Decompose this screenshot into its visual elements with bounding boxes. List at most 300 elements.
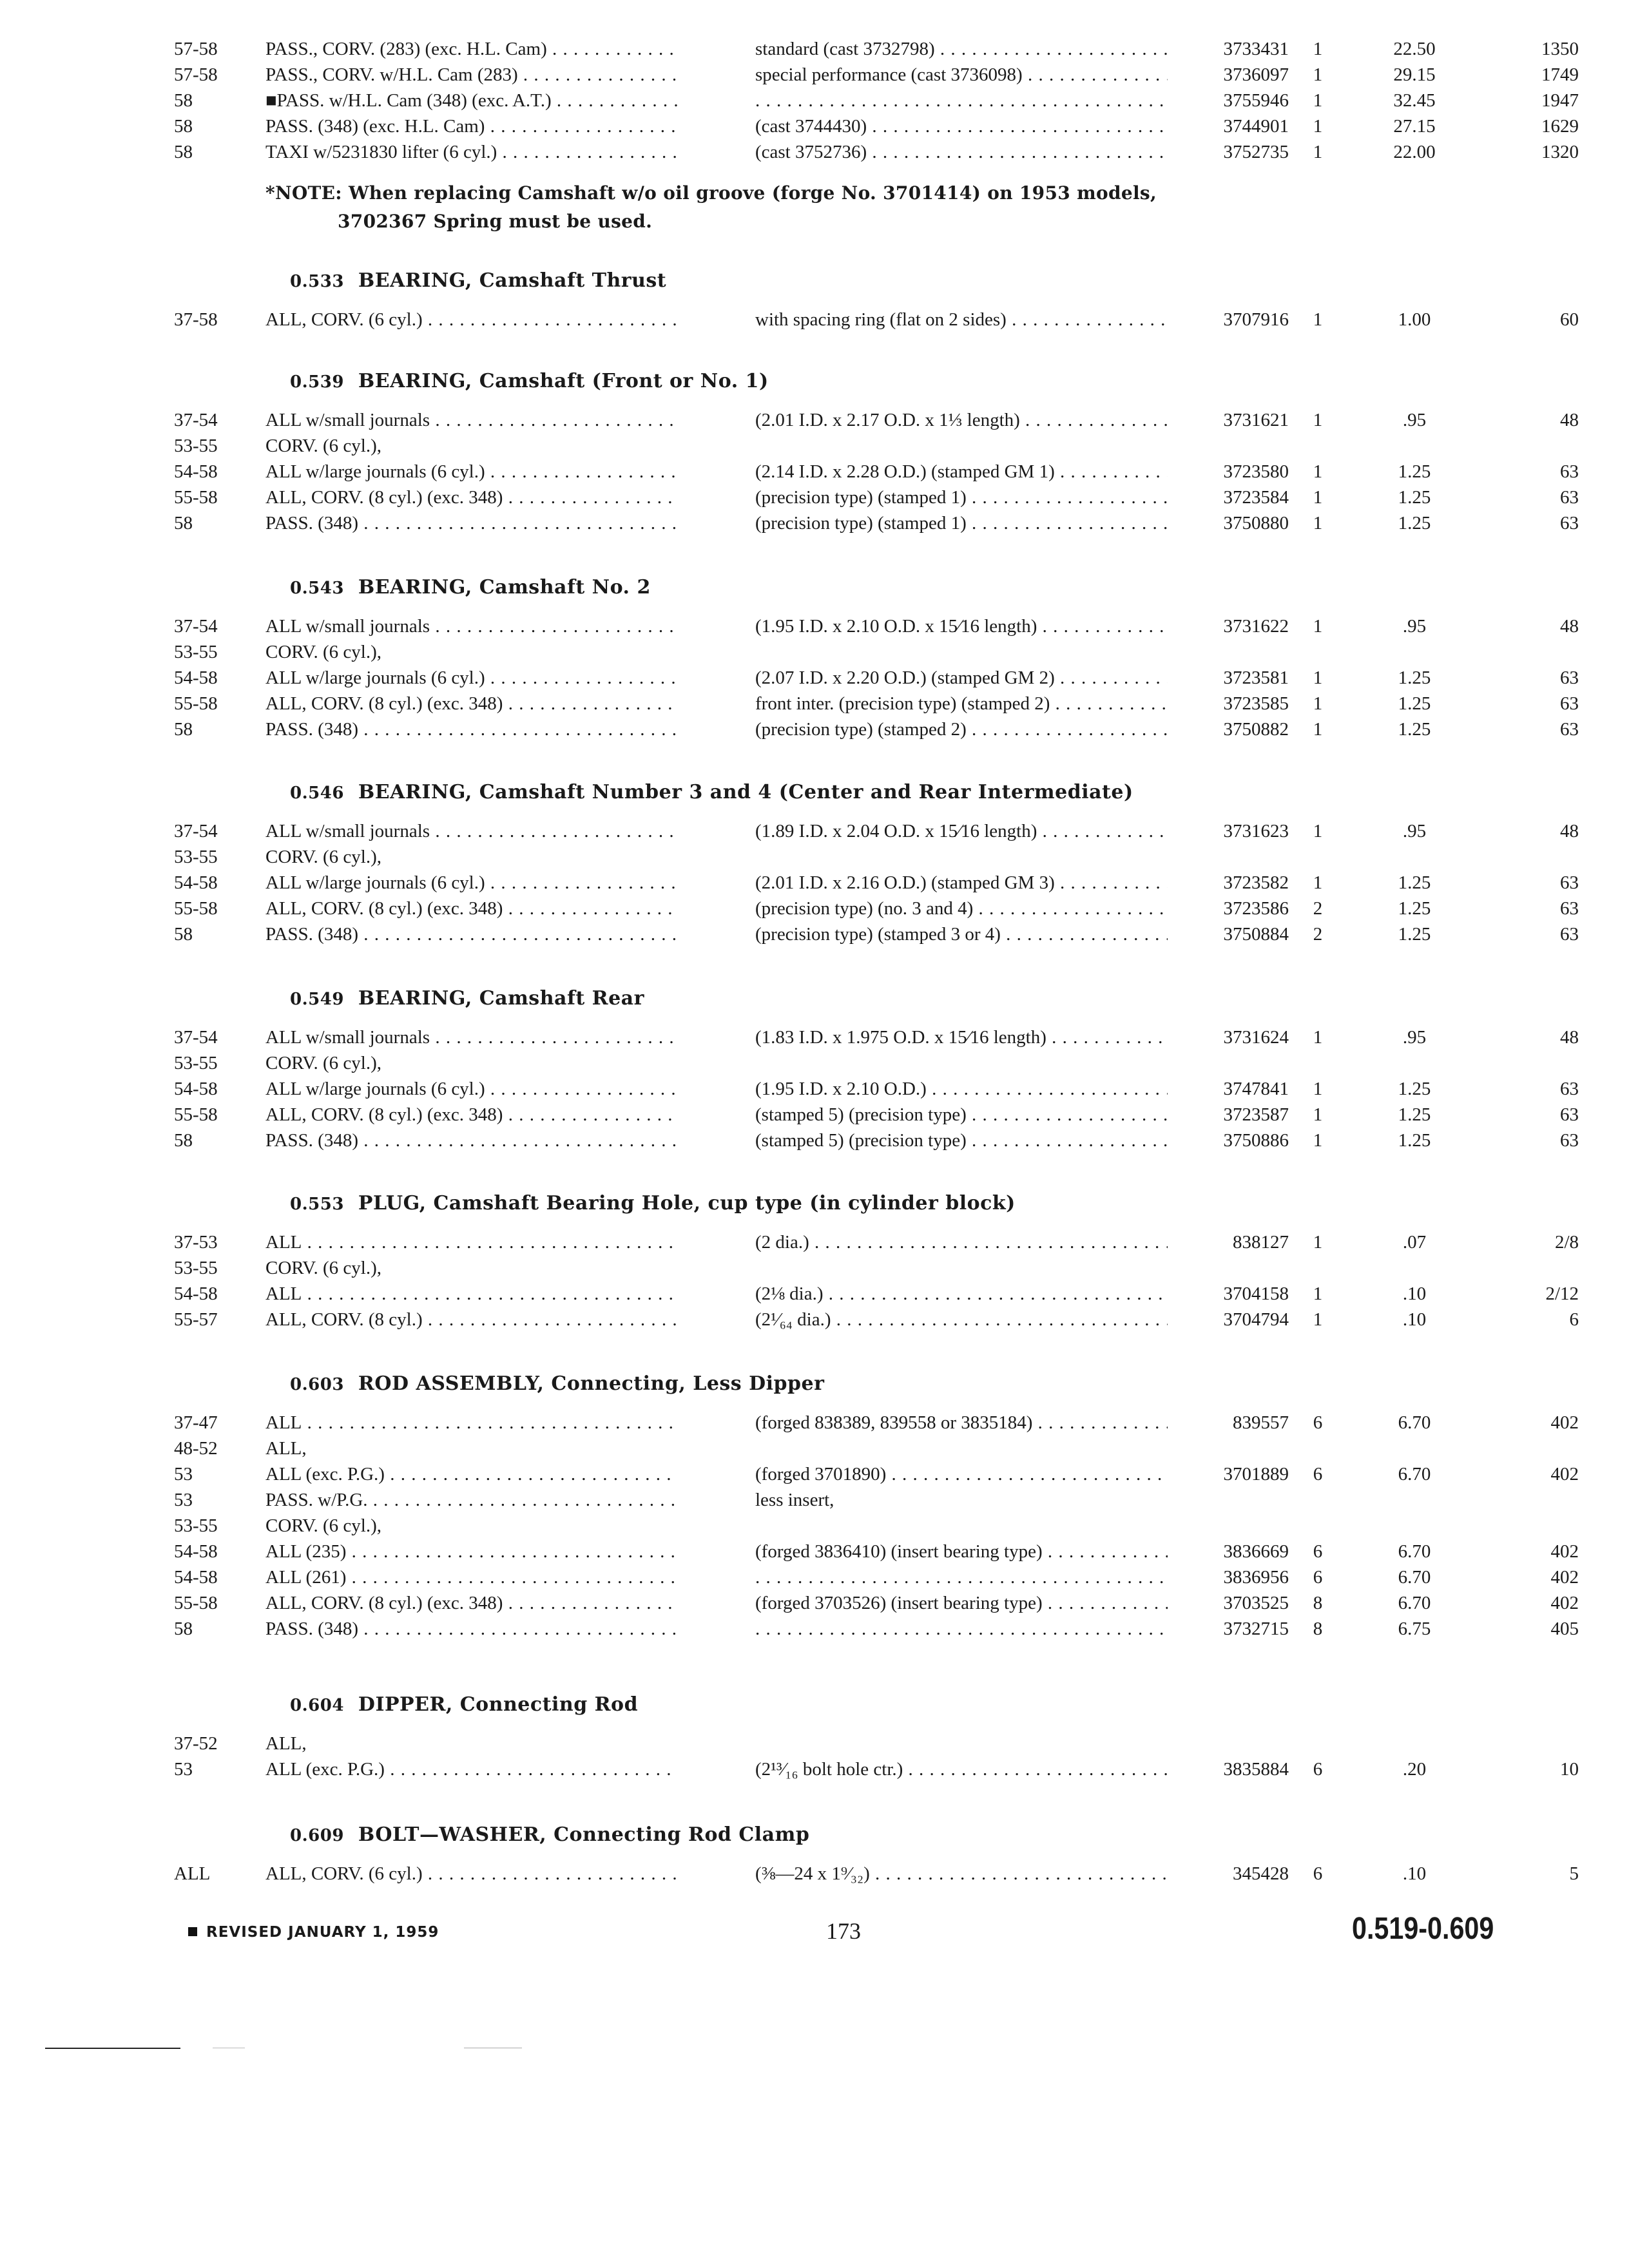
list-price: 1.00 xyxy=(1398,309,1431,330)
application: CORV. (6 cyl.), xyxy=(265,436,382,456)
model-years: 55-58 xyxy=(174,898,218,919)
parts-row xyxy=(0,1102,1629,1128)
parts-row xyxy=(0,639,1629,665)
model-years: 58 xyxy=(174,1130,193,1151)
section-heading xyxy=(290,1693,638,1716)
model-years: 53-55 xyxy=(174,1053,218,1073)
parts-row xyxy=(0,844,1629,870)
max-price: 63 xyxy=(1560,1130,1579,1151)
description: standard (cast 3732798) . . . xyxy=(755,36,1168,62)
application: ALL (261) . . . xyxy=(265,1564,678,1590)
list-price: 6.70 xyxy=(1398,1412,1431,1433)
max-price: 48 xyxy=(1560,616,1579,637)
max-price: 1947 xyxy=(1541,90,1579,111)
part-number: 3836669 xyxy=(1223,1541,1289,1562)
parts-row xyxy=(0,307,1629,332)
description: (1.83 I.D. x 1.975 O.D. x 15⁄16 length) . . . xyxy=(755,1024,1168,1050)
section-title: BEARING, Camshaft Number 3 and 4 (Center and Rear Intermediate) xyxy=(358,781,1133,803)
max-price: 63 xyxy=(1560,487,1579,508)
parts-row xyxy=(0,62,1629,88)
section-number: 0.553 xyxy=(290,1195,344,1214)
part-number: 3707916 xyxy=(1223,309,1289,330)
list-price: .95 xyxy=(1402,616,1427,637)
description: (2.07 I.D. x 2.20 O.D.) (stamped GM 2) . . . xyxy=(755,665,1168,691)
list-price: 1.25 xyxy=(1398,487,1431,508)
application: ALL, CORV. (8 cyl.) (exc. 348) . . . xyxy=(265,485,678,510)
parts-row xyxy=(0,510,1629,536)
part-number: 3701889 xyxy=(1223,1464,1289,1485)
application: ALL (exc. P.G.) . . . xyxy=(265,1756,678,1782)
application: ALL (235) . . . xyxy=(265,1539,678,1564)
model-years: 57-58 xyxy=(174,64,218,85)
application: CORV. (6 cyl.), xyxy=(265,1258,382,1278)
max-price: 48 xyxy=(1560,821,1579,841)
application: PASS., CORV. (283) (exc. H.L. Cam) . . . xyxy=(265,36,678,62)
max-price: 48 xyxy=(1560,410,1579,430)
application: ALL w/large journals (6 cyl.) . . . xyxy=(265,1076,678,1102)
description: (2.14 I.D. x 2.28 O.D.) (stamped GM 1) . . . xyxy=(755,459,1168,485)
application: CORV. (6 cyl.), xyxy=(265,642,382,662)
model-years: 53-55 xyxy=(174,847,218,867)
part-number: 3731624 xyxy=(1223,1027,1289,1048)
application: PASS. w/P.G. . . . xyxy=(265,1487,678,1513)
description: (1.89 I.D. x 2.04 O.D. x 15⁄16 length) . . . xyxy=(755,818,1168,844)
quantity: 1 xyxy=(1313,64,1323,85)
section-title: BEARING, Camshaft (Front or No. 1) xyxy=(358,370,769,392)
parts-row xyxy=(0,1590,1629,1616)
footer-page-number: 173 xyxy=(826,1918,861,1944)
section-number: 0.543 xyxy=(290,579,344,598)
quantity: 1 xyxy=(1313,719,1323,740)
quantity: 1 xyxy=(1313,309,1323,330)
description: less insert, xyxy=(755,1490,834,1510)
parts-row xyxy=(0,1307,1629,1332)
model-years: 37-54 xyxy=(174,821,218,841)
parts-row xyxy=(0,88,1629,113)
description: (1.95 I.D. x 2.10 O.D. x 15⁄16 length) . . . xyxy=(755,613,1168,639)
application: PASS. (348) . . . xyxy=(265,921,678,947)
parts-row xyxy=(0,1756,1629,1782)
application: ALL, CORV. (8 cyl.) (exc. 348) . . . xyxy=(265,896,678,921)
model-years: 54-58 xyxy=(174,872,218,893)
max-price: 63 xyxy=(1560,461,1579,482)
quantity: 1 xyxy=(1313,1027,1323,1048)
section-heading xyxy=(290,370,769,392)
part-number: 3703525 xyxy=(1223,1593,1289,1613)
section-heading xyxy=(290,1823,809,1846)
part-number: 3731622 xyxy=(1223,616,1289,637)
model-years: 54-58 xyxy=(174,461,218,482)
application: ALL . . . xyxy=(265,1281,678,1307)
description: (cast 3744430) . . . xyxy=(755,113,1168,139)
quantity: 1 xyxy=(1313,142,1323,162)
parts-row xyxy=(0,613,1629,639)
part-number: 3731623 xyxy=(1223,821,1289,841)
part-number: 3744901 xyxy=(1223,116,1289,137)
description: (forged 3703526) (insert bearing type) . . . xyxy=(755,1590,1168,1616)
application: ALL w/large journals (6 cyl.) . . . xyxy=(265,870,678,896)
parts-row xyxy=(0,1229,1629,1255)
section-title: ROD ASSEMBLY, Connecting, Less Dipper xyxy=(358,1372,825,1395)
model-years: 53-55 xyxy=(174,1515,218,1536)
list-price: 1.25 xyxy=(1398,872,1431,893)
list-price: 27.15 xyxy=(1393,116,1436,137)
revised-marker-icon xyxy=(188,1927,197,1936)
description: (stamped 5) (precision type) . . . xyxy=(755,1102,1168,1128)
parts-row xyxy=(0,1255,1629,1281)
section-number: 0.609 xyxy=(290,1826,344,1845)
parts-row xyxy=(0,433,1629,459)
note-line-1: *NOTE: When replacing Camshaft w/o oil groove (forge No. 3701414) on 1953 models, xyxy=(265,182,1157,204)
model-years: 37-54 xyxy=(174,1027,218,1048)
model-years: 58 xyxy=(174,90,193,111)
part-number: 3733431 xyxy=(1223,39,1289,59)
model-years: 54-58 xyxy=(174,1541,218,1562)
part-number: 3704794 xyxy=(1223,1309,1289,1330)
part-number: 3750884 xyxy=(1223,924,1289,945)
quantity: 6 xyxy=(1313,1464,1323,1485)
quantity: 1 xyxy=(1313,90,1323,111)
description: (2.01 I.D. x 2.16 O.D.) (stamped GM 3) . . . xyxy=(755,870,1168,896)
max-price: 405 xyxy=(1550,1619,1579,1639)
list-price: .07 xyxy=(1402,1232,1427,1253)
model-years: 37-58 xyxy=(174,309,218,330)
model-years: 53 xyxy=(174,1759,193,1780)
list-price: 6.70 xyxy=(1398,1567,1431,1588)
description: (2.01 I.D. x 2.17 O.D. x 1⅓ length) . . . xyxy=(755,407,1168,433)
application: ALL w/small journals . . . xyxy=(265,407,678,433)
application: ALL w/large journals (6 cyl.) . . . xyxy=(265,665,678,691)
model-years: 55-58 xyxy=(174,487,218,508)
max-price: 63 xyxy=(1560,924,1579,945)
model-years: 55-58 xyxy=(174,1104,218,1125)
section-title: BEARING, Camshaft Thrust xyxy=(358,269,667,292)
quantity: 1 xyxy=(1313,872,1323,893)
section-heading xyxy=(290,987,644,1010)
max-price: 402 xyxy=(1550,1593,1579,1613)
quantity: 1 xyxy=(1313,1309,1323,1330)
scan-artifact-line xyxy=(45,2048,180,2049)
max-price: 1629 xyxy=(1541,116,1579,137)
parts-row xyxy=(0,1436,1629,1461)
application: ALL, CORV. (8 cyl.) . . . xyxy=(265,1307,678,1332)
list-price: 1.25 xyxy=(1398,924,1431,945)
list-price: 1.25 xyxy=(1398,719,1431,740)
section-heading xyxy=(290,576,651,599)
application: ALL w/small journals . . . xyxy=(265,1024,678,1050)
description: (stamped 5) (precision type) . . . xyxy=(755,1128,1168,1153)
max-price: 63 xyxy=(1560,1079,1579,1099)
model-years: 58 xyxy=(174,924,193,945)
model-years: 37-53 xyxy=(174,1232,218,1253)
max-price: 63 xyxy=(1560,668,1579,688)
parts-row xyxy=(0,896,1629,921)
part-number: 839557 xyxy=(1233,1412,1289,1433)
part-number: 3723581 xyxy=(1223,668,1289,688)
quantity: 8 xyxy=(1313,1619,1323,1639)
quantity: 1 xyxy=(1313,821,1323,841)
model-years: 54-58 xyxy=(174,1283,218,1304)
application: ALL, CORV. (8 cyl.) (exc. 348) . . . xyxy=(265,1102,678,1128)
quantity: 1 xyxy=(1313,1130,1323,1151)
max-price: 6 xyxy=(1569,1309,1579,1330)
description xyxy=(755,1564,1168,1590)
model-years: 55-58 xyxy=(174,693,218,714)
max-price: 63 xyxy=(1560,872,1579,893)
parts-row xyxy=(0,1410,1629,1436)
list-price: .95 xyxy=(1402,1027,1427,1048)
parts-row xyxy=(0,485,1629,510)
application: PASS. (348) . . . xyxy=(265,1616,678,1642)
list-price: 1.25 xyxy=(1398,1079,1431,1099)
quantity: 6 xyxy=(1313,1541,1323,1562)
quantity: 1 xyxy=(1313,1079,1323,1099)
max-price: 2/12 xyxy=(1545,1283,1579,1304)
max-price: 1749 xyxy=(1541,64,1579,85)
model-years: 55-57 xyxy=(174,1309,218,1330)
application: ALL w/small journals . . . xyxy=(265,613,678,639)
max-price: 402 xyxy=(1550,1464,1579,1485)
max-price: 48 xyxy=(1560,1027,1579,1048)
description: (2⅛ dia.) . . . xyxy=(755,1281,1168,1307)
application: PASS. (348) . . . xyxy=(265,716,678,742)
description: (forged 3701890) . . . xyxy=(755,1461,1168,1487)
list-price: .10 xyxy=(1402,1309,1427,1330)
parts-row xyxy=(0,870,1629,896)
section-number: 0.549 xyxy=(290,990,344,1009)
list-price: .10 xyxy=(1402,1283,1427,1304)
list-price: 29.15 xyxy=(1393,64,1436,85)
section-title: BEARING, Camshaft Rear xyxy=(358,987,644,1010)
max-price: 402 xyxy=(1550,1567,1579,1588)
parts-row xyxy=(0,1076,1629,1102)
model-years: 37-47 xyxy=(174,1412,218,1433)
section-heading xyxy=(290,781,1133,803)
parts-row xyxy=(0,1461,1629,1487)
model-years: 53 xyxy=(174,1490,193,1510)
section-number: 0.603 xyxy=(290,1375,344,1394)
max-price: 2/8 xyxy=(1554,1232,1579,1253)
list-price: .10 xyxy=(1402,1863,1427,1884)
description: (2 dia.) . . . xyxy=(755,1229,1168,1255)
quantity: 6 xyxy=(1313,1412,1323,1433)
model-years: 53-55 xyxy=(174,1258,218,1278)
model-years: 57-58 xyxy=(174,39,218,59)
parts-row xyxy=(0,818,1629,844)
model-years: 54-58 xyxy=(174,1567,218,1588)
application: CORV. (6 cyl.), xyxy=(265,1053,382,1073)
part-number: 3723584 xyxy=(1223,487,1289,508)
quantity: 1 xyxy=(1313,410,1323,430)
max-price: 402 xyxy=(1550,1541,1579,1562)
application: ALL w/large journals (6 cyl.) . . . xyxy=(265,459,678,485)
max-price: 63 xyxy=(1560,513,1579,533)
part-number: 838127 xyxy=(1233,1232,1289,1253)
quantity: 6 xyxy=(1313,1567,1323,1588)
parts-row xyxy=(0,139,1629,165)
application: PASS. (348) . . . xyxy=(265,1128,678,1153)
description: (forged 838389, 839558 or 3835184) . . . xyxy=(755,1410,1168,1436)
note-line-2: 3702367 Spring must be used. xyxy=(338,211,653,232)
quantity: 1 xyxy=(1313,116,1323,137)
parts-row xyxy=(0,1539,1629,1564)
quantity: 1 xyxy=(1313,616,1323,637)
description: (precision type) (stamped 2) . . . xyxy=(755,716,1168,742)
part-number: 3731621 xyxy=(1223,410,1289,430)
max-price: 63 xyxy=(1560,719,1579,740)
footer-revised-text: REVISED JANUARY 1, 1959 xyxy=(206,1924,439,1941)
section-number: 0.539 xyxy=(290,372,344,392)
part-number: 3723580 xyxy=(1223,461,1289,482)
application: ■PASS. w/H.L. Cam (348) (exc. A.T.) . . . xyxy=(265,88,678,113)
parts-row xyxy=(0,1281,1629,1307)
model-years: 37-54 xyxy=(174,616,218,637)
application: TAXI w/5231830 lifter (6 cyl.) . . . xyxy=(265,139,678,165)
section-heading xyxy=(290,1372,824,1395)
application: ALL (exc. P.G.) . . . xyxy=(265,1461,678,1487)
quantity: 8 xyxy=(1313,1593,1323,1613)
max-price: 402 xyxy=(1550,1412,1579,1433)
part-number: 3723585 xyxy=(1223,693,1289,714)
parts-row xyxy=(0,1128,1629,1153)
model-years: 37-52 xyxy=(174,1733,218,1754)
application: ALL, CORV. (6 cyl.) . . . xyxy=(265,307,678,332)
max-price: 63 xyxy=(1560,898,1579,919)
quantity: 1 xyxy=(1313,513,1323,533)
part-number: 3736097 xyxy=(1223,64,1289,85)
application: CORV. (6 cyl.), xyxy=(265,1515,382,1536)
description: (forged 3836410) (insert bearing type) . . . xyxy=(755,1539,1168,1564)
max-price: 10 xyxy=(1560,1759,1579,1780)
section-title: DIPPER, Connecting Rod xyxy=(358,1693,639,1716)
part-number: 3835884 xyxy=(1223,1759,1289,1780)
section-title: PLUG, Camshaft Bearing Hole, cup type (in cylinder block) xyxy=(358,1192,1016,1215)
application: PASS., CORV. w/H.L. Cam (283) . . . xyxy=(265,62,678,88)
application: PASS. (348) (exc. H.L. Cam) . . . xyxy=(265,113,678,139)
part-number: 3755946 xyxy=(1223,90,1289,111)
parts-row xyxy=(0,1487,1629,1513)
quantity: 1 xyxy=(1313,39,1323,59)
part-number: 3723582 xyxy=(1223,872,1289,893)
footer-group-range: 0.519-0.609 xyxy=(1352,1912,1494,1946)
part-number: 3750882 xyxy=(1223,719,1289,740)
section-title: BOLT—WASHER, Connecting Rod Clamp xyxy=(358,1823,810,1846)
model-years: 55-58 xyxy=(174,1593,218,1613)
list-price: 6.70 xyxy=(1398,1593,1431,1613)
quantity: 6 xyxy=(1313,1863,1323,1884)
max-price: 5 xyxy=(1569,1863,1579,1884)
description: with spacing ring (flat on 2 sides) . . . xyxy=(755,307,1168,332)
model-years: 53-55 xyxy=(174,642,218,662)
list-price: 32.45 xyxy=(1393,90,1436,111)
model-years: 58 xyxy=(174,719,193,740)
parts-row xyxy=(0,1050,1629,1076)
max-price: 1350 xyxy=(1541,39,1579,59)
note-text xyxy=(265,179,1157,236)
description xyxy=(755,88,1168,113)
max-price: 63 xyxy=(1560,693,1579,714)
quantity: 1 xyxy=(1313,461,1323,482)
section-heading xyxy=(290,1192,1016,1215)
description: (⅜—24 x 1⁹⁄₃₂) . . . xyxy=(755,1861,1168,1887)
parts-row xyxy=(0,1564,1629,1590)
list-price: 6.70 xyxy=(1398,1541,1431,1562)
parts-row xyxy=(0,459,1629,485)
parts-row xyxy=(0,1861,1629,1887)
description: (precision type) (stamped 1) . . . xyxy=(755,485,1168,510)
description: (2¹³⁄₁₆ bolt hole ctr.) . . . xyxy=(755,1756,1168,1782)
quantity: 6 xyxy=(1313,1759,1323,1780)
application: ALL . . . xyxy=(265,1229,678,1255)
model-years: 58 xyxy=(174,142,193,162)
model-years: 58 xyxy=(174,513,193,533)
application: ALL . . . xyxy=(265,1410,678,1436)
parts-row xyxy=(0,1024,1629,1050)
list-price: 1.25 xyxy=(1398,668,1431,688)
list-price: 6.70 xyxy=(1398,1464,1431,1485)
list-price: 22.50 xyxy=(1393,39,1436,59)
quantity: 2 xyxy=(1313,898,1323,919)
model-years: 48-52 xyxy=(174,1438,218,1459)
list-price: 1.25 xyxy=(1398,1104,1431,1125)
quantity: 2 xyxy=(1313,924,1323,945)
quantity: 1 xyxy=(1313,668,1323,688)
part-number: 3752735 xyxy=(1223,142,1289,162)
list-price: .95 xyxy=(1402,410,1427,430)
description xyxy=(755,1616,1168,1642)
application: ALL w/small journals . . . xyxy=(265,818,678,844)
list-price: 1.25 xyxy=(1398,513,1431,533)
section-heading xyxy=(290,269,666,292)
description: (2¹⁄₆₄ dia.) . . . xyxy=(755,1307,1168,1332)
section-number: 0.546 xyxy=(290,783,344,803)
part-number: 3723586 xyxy=(1223,898,1289,919)
description: (1.95 I.D. x 2.10 O.D.) . . . xyxy=(755,1076,1168,1102)
list-price: 1.25 xyxy=(1398,693,1431,714)
description: (precision type) (no. 3 and 4) . . . xyxy=(755,896,1168,921)
parts-row xyxy=(0,113,1629,139)
list-price: 22.00 xyxy=(1393,142,1436,162)
application: ALL, xyxy=(265,1438,307,1459)
parts-row xyxy=(0,921,1629,947)
part-number: 3723587 xyxy=(1223,1104,1289,1125)
footer-revised xyxy=(188,1924,439,1941)
list-price: .20 xyxy=(1402,1759,1427,1780)
part-number: 3750886 xyxy=(1223,1130,1289,1151)
parts-row xyxy=(0,36,1629,62)
model-years: 54-58 xyxy=(174,1079,218,1099)
model-years: 53 xyxy=(174,1464,193,1485)
max-price: 60 xyxy=(1560,309,1579,330)
application: PASS. (348) . . . xyxy=(265,510,678,536)
part-number: 3750880 xyxy=(1223,513,1289,533)
parts-row xyxy=(0,716,1629,742)
max-price: 63 xyxy=(1560,1104,1579,1125)
quantity: 1 xyxy=(1313,693,1323,714)
model-years: 53-55 xyxy=(174,436,218,456)
parts-row xyxy=(0,691,1629,716)
list-price: .95 xyxy=(1402,821,1427,841)
list-price: 1.25 xyxy=(1398,898,1431,919)
part-number: 345428 xyxy=(1233,1863,1289,1884)
description: (precision type) (stamped 1) . . . xyxy=(755,510,1168,536)
application: ALL, CORV. (8 cyl.) (exc. 348) . . . xyxy=(265,691,678,716)
description: (cast 3752736) . . . xyxy=(755,139,1168,165)
parts-row xyxy=(0,1731,1629,1756)
description: front inter. (precision type) (stamped 2) . . . xyxy=(755,691,1168,716)
max-price: 1320 xyxy=(1541,142,1579,162)
parts-row xyxy=(0,407,1629,433)
